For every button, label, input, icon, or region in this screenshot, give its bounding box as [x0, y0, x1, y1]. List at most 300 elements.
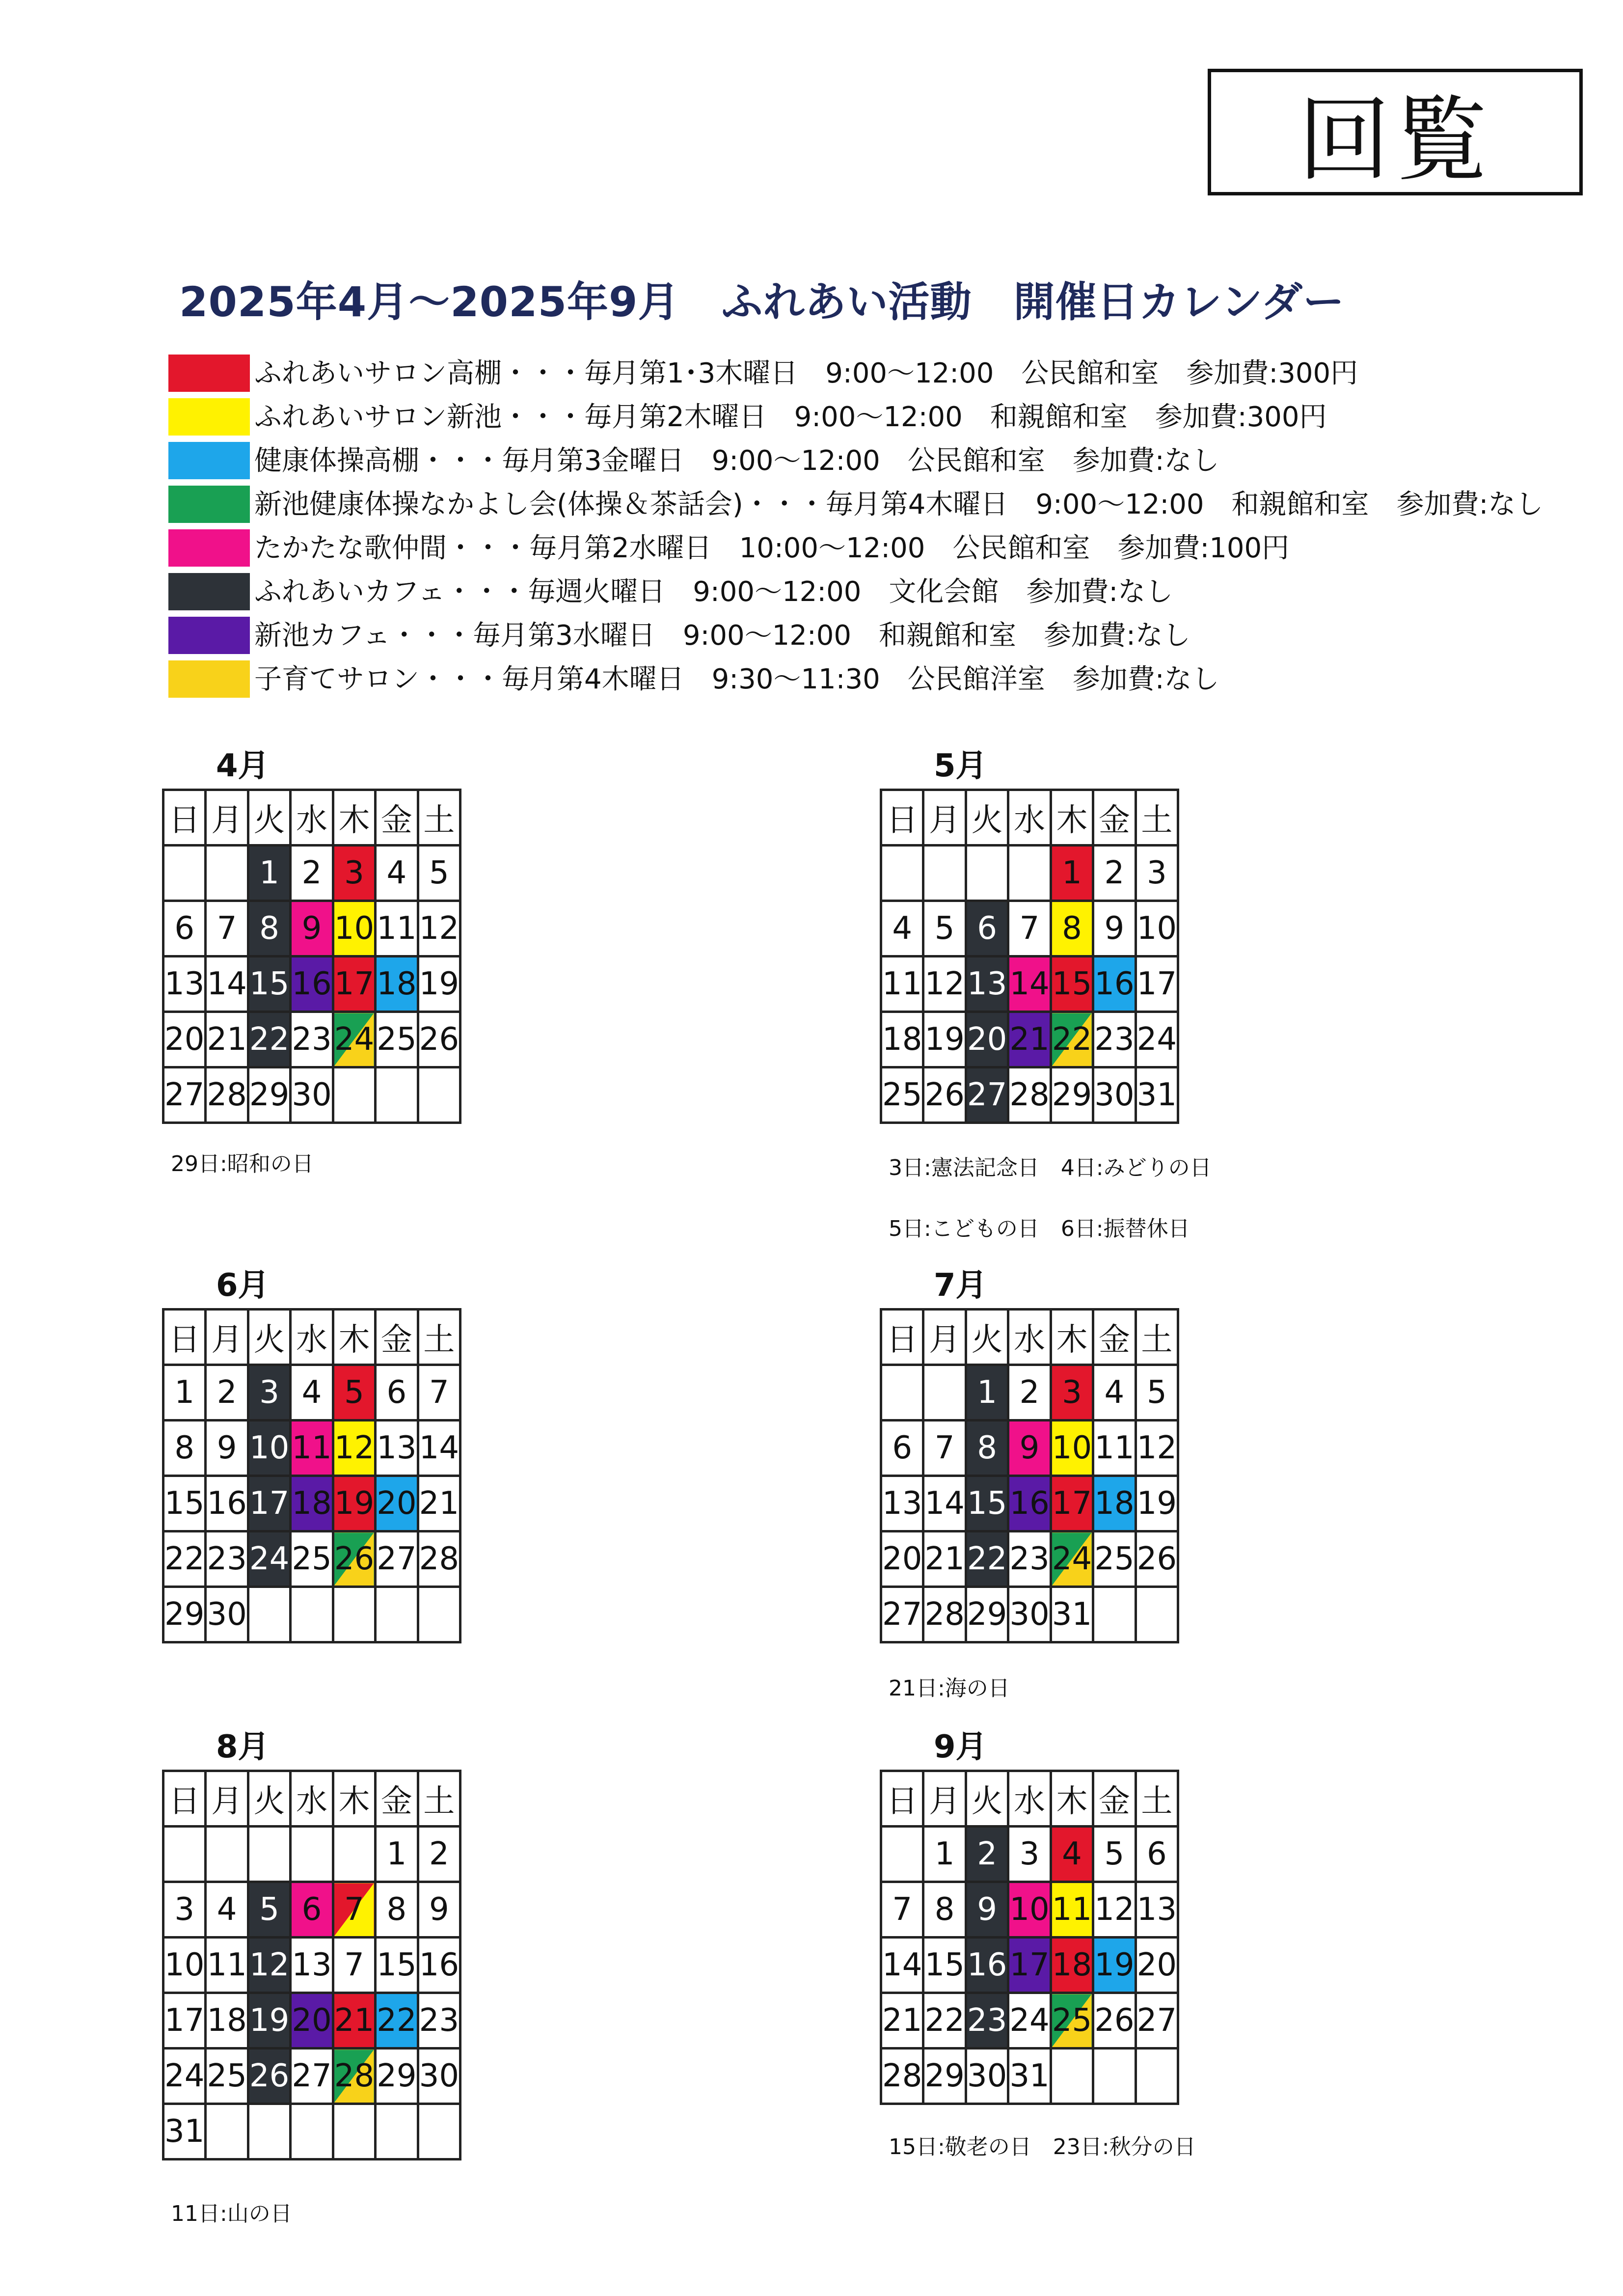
day-cell [966, 1531, 1008, 1587]
day-cell [333, 1882, 375, 1938]
day-cell [923, 846, 966, 901]
day-cell [248, 1587, 290, 1642]
day-cell [923, 1476, 966, 1531]
day-cell [966, 846, 1008, 901]
day-number: 9 [1019, 1430, 1040, 1466]
day-cell [1008, 1882, 1051, 1938]
week-row [881, 1531, 1178, 1587]
weekday-cell: 金 [1093, 1771, 1136, 1827]
legend-swatch [168, 398, 250, 436]
day-number: 16 [967, 1947, 1007, 1983]
day-cell [333, 1421, 375, 1476]
day-number: 27 [1136, 2002, 1177, 2039]
day-cell [206, 1882, 248, 1938]
day-number: 10 [334, 910, 375, 947]
day-number: 28 [882, 2058, 922, 2094]
day-number: 4 [1104, 1374, 1125, 1411]
holiday-note: 21日:海の日 [889, 1676, 1010, 1701]
day-cell [206, 901, 248, 957]
day-number: 27 [292, 2058, 332, 2094]
day-cell [248, 1993, 290, 2049]
day-cell [1093, 901, 1136, 957]
day-number: 23 [207, 1541, 247, 1577]
day-cell [206, 1421, 248, 1476]
day-cell [1136, 1421, 1178, 1476]
weekday-cell: 水 [291, 790, 333, 846]
day-number: 9 [429, 1891, 449, 1928]
day-number: 26 [1094, 2002, 1135, 2039]
day-cell [923, 901, 966, 957]
day-cell [291, 2104, 333, 2159]
day-cell [966, 1012, 1008, 1067]
day-number: 4 [386, 855, 407, 891]
holiday-note: 11日:山の日 [171, 2201, 292, 2226]
day-cell [376, 1531, 418, 1587]
weekday-cell: 金 [376, 1310, 418, 1365]
legend-swatch [168, 355, 250, 392]
day-cell [881, 901, 923, 957]
weekday-cell: 木 [1051, 1771, 1093, 1827]
day-number: 21 [419, 1485, 460, 1522]
legend-swatch [168, 660, 250, 698]
day-number: 12 [249, 1947, 290, 1983]
day-cell [291, 1531, 333, 1587]
day-cell [923, 1882, 966, 1938]
page-title: 2025年4月～2025年9月 ふれあい活動 開催日カレンダー [179, 278, 1345, 326]
day-number: 8 [934, 1891, 955, 1928]
day-number: 3 [174, 1891, 195, 1928]
day-cell [1008, 1421, 1051, 1476]
day-cell [418, 1365, 460, 1421]
day-number: 8 [386, 1891, 407, 1928]
day-cell [248, 957, 290, 1012]
day-cell [923, 1531, 966, 1587]
day-cell [923, 1421, 966, 1476]
day-cell [376, 1882, 418, 1938]
day-cell [163, 846, 206, 901]
day-cell [333, 1938, 375, 1993]
weekday-cell: 月 [923, 1310, 966, 1365]
day-cell [1093, 1421, 1136, 1476]
day-cell [376, 901, 418, 957]
day-number: 30 [967, 2058, 1007, 2094]
circulation-stamp: 回覧 [1208, 69, 1583, 195]
day-number: 16 [292, 966, 332, 1002]
day-cell [418, 1993, 460, 2049]
day-cell [291, 1938, 333, 1993]
day-number: 7 [892, 1891, 913, 1928]
week-row [163, 1476, 460, 1531]
legend-swatch [168, 573, 250, 610]
day-cell [376, 957, 418, 1012]
day-cell [206, 2049, 248, 2104]
weekday-cell: 土 [1136, 1310, 1178, 1365]
day-number: 19 [334, 1485, 375, 1522]
day-number: 26 [924, 1077, 965, 1113]
day-cell [333, 1993, 375, 2049]
day-number: 18 [292, 1485, 332, 1522]
day-cell [376, 2104, 418, 2159]
week-row [881, 1476, 1178, 1531]
day-number: 17 [249, 1485, 290, 1522]
weekday-cell: 月 [206, 1771, 248, 1827]
day-cell [248, 1531, 290, 1587]
day-cell [881, 1531, 923, 1587]
day-number: 5 [1146, 1374, 1167, 1411]
day-number: 9 [977, 1891, 997, 1928]
day-cell [333, 1531, 375, 1587]
day-cell [163, 1827, 206, 1882]
day-cell [1136, 1827, 1178, 1882]
week-row [881, 1067, 1178, 1123]
day-number: 5 [344, 1374, 364, 1411]
day-cell [923, 1012, 966, 1067]
day-number: 13 [967, 966, 1007, 1002]
calendar-grid [162, 789, 461, 1124]
day-number: 1 [977, 1374, 997, 1411]
day-number: 14 [882, 1947, 922, 1983]
day-number: 24 [1052, 1541, 1092, 1577]
day-cell [206, 1012, 248, 1067]
day-number: 12 [419, 910, 460, 947]
day-cell [376, 1421, 418, 1476]
day-number: 6 [977, 910, 997, 947]
day-number: 24 [334, 1021, 375, 1058]
week-row [881, 1587, 1178, 1642]
day-number: 7 [1019, 910, 1040, 947]
day-number: 12 [1094, 1891, 1135, 1928]
day-cell [881, 1012, 923, 1067]
day-number: 26 [249, 2058, 290, 2094]
day-cell [418, 1067, 460, 1123]
day-number: 28 [419, 1541, 460, 1577]
day-cell [966, 1827, 1008, 1882]
day-cell [1136, 1476, 1178, 1531]
day-cell [248, 2049, 290, 2104]
day-cell [418, 846, 460, 901]
week-row [163, 1882, 460, 1938]
week-row [163, 901, 460, 957]
day-number: 17 [164, 2002, 205, 2039]
day-number: 12 [334, 1430, 375, 1466]
day-cell [418, 1421, 460, 1476]
weekday-cell: 金 [376, 790, 418, 846]
day-cell [248, 1365, 290, 1421]
day-cell [418, 1827, 460, 1882]
day-cell [418, 2049, 460, 2104]
weekday-cell: 金 [376, 1771, 418, 1827]
day-cell [418, 2104, 460, 2159]
day-cell [1051, 846, 1093, 901]
day-cell [206, 1993, 248, 2049]
weekday-cell: 水 [291, 1310, 333, 1365]
day-cell [1093, 2049, 1136, 2104]
legend-text: 健康体操高棚・・・毎月第3金曜日 9:00～12:00 公民館和室 参加費:なし [254, 445, 1219, 477]
day-number: 11 [1094, 1430, 1135, 1466]
legend-swatch [168, 617, 250, 654]
day-cell [291, 1993, 333, 2049]
day-number: 25 [1052, 2002, 1092, 2039]
day-number: 20 [164, 1021, 205, 1058]
day-cell [1008, 901, 1051, 957]
day-cell [163, 1421, 206, 1476]
day-number: 30 [292, 1077, 332, 1113]
day-number: 24 [164, 2058, 205, 2094]
day-number: 22 [164, 1541, 205, 1577]
day-cell [1093, 1587, 1136, 1642]
day-cell [206, 1476, 248, 1531]
weekday-cell: 火 [248, 790, 290, 846]
day-number: 24 [249, 1541, 290, 1577]
day-cell [376, 1067, 418, 1123]
day-cell [248, 1012, 290, 1067]
day-number: 27 [882, 1596, 922, 1633]
day-cell [418, 1531, 460, 1587]
day-number: 21 [334, 2002, 375, 2039]
day-number: 29 [924, 2058, 965, 2094]
day-number: 19 [249, 2002, 290, 2039]
day-cell [163, 1587, 206, 1642]
day-cell [248, 1882, 290, 1938]
weekday-cell: 日 [163, 1771, 206, 1827]
week-row [163, 2104, 460, 2159]
day-cell [1008, 1476, 1051, 1531]
day-cell [376, 1012, 418, 1067]
day-number: 16 [419, 1947, 460, 1983]
day-cell [376, 1365, 418, 1421]
day-cell [1136, 901, 1178, 957]
day-cell [1051, 1938, 1093, 1993]
day-number: 19 [1136, 1485, 1177, 1522]
weekday-header [163, 1310, 460, 1365]
weekday-cell: 日 [881, 1310, 923, 1365]
weekday-header [881, 1771, 1178, 1827]
day-cell [881, 1067, 923, 1123]
day-cell [333, 901, 375, 957]
day-cell [1093, 1531, 1136, 1587]
day-number: 21 [1009, 1021, 1050, 1058]
week-row [163, 1827, 460, 1882]
day-cell [248, 1067, 290, 1123]
day-cell [966, 1882, 1008, 1938]
weekday-cell: 火 [966, 1310, 1008, 1365]
month-label: 5月 [934, 748, 987, 784]
day-cell [923, 1587, 966, 1642]
day-cell [881, 846, 923, 901]
day-cell [1093, 846, 1136, 901]
day-cell [163, 1067, 206, 1123]
weekday-cell: 木 [333, 1310, 375, 1365]
week-row [881, 1365, 1178, 1421]
weekday-cell: 木 [333, 790, 375, 846]
weekday-cell: 水 [1008, 1771, 1051, 1827]
day-cell [163, 1012, 206, 1067]
legend-text: 新池健康体操なかよし会(体操＆茶話会)・・・毎月第4木曜日 9:00～12:00 和親館和室 参加費:なし [254, 489, 1543, 520]
week-row [163, 1531, 460, 1587]
day-number: 7 [344, 1947, 364, 1983]
weekday-cell: 土 [1136, 1771, 1178, 1827]
day-number: 11 [882, 966, 922, 1002]
week-row [163, 1938, 460, 1993]
day-cell [966, 1476, 1008, 1531]
day-cell [333, 1827, 375, 1882]
weekday-cell: 土 [418, 790, 460, 846]
day-cell [333, 957, 375, 1012]
day-number: 17 [334, 966, 375, 1002]
day-cell [206, 1827, 248, 1882]
week-row [881, 901, 1178, 957]
day-number: 2 [216, 1374, 237, 1411]
day-cell [248, 901, 290, 957]
day-cell [1136, 846, 1178, 901]
day-cell [1051, 957, 1093, 1012]
day-number: 27 [967, 1077, 1007, 1113]
day-number: 8 [174, 1430, 195, 1466]
week-row [163, 1993, 460, 2049]
day-cell [1008, 1587, 1051, 1642]
week-row [881, 1993, 1178, 2049]
weekday-cell: 土 [418, 1310, 460, 1365]
day-number: 28 [1009, 1077, 1050, 1113]
day-cell [881, 2049, 923, 2104]
day-cell [966, 957, 1008, 1012]
day-number: 6 [174, 910, 195, 947]
week-row [881, 846, 1178, 901]
day-number: 22 [377, 2002, 417, 2039]
calendar-grid [880, 1770, 1179, 2105]
day-number: 4 [216, 1891, 237, 1928]
week-row [881, 1012, 1178, 1067]
day-cell [1093, 1476, 1136, 1531]
day-cell [418, 1476, 460, 1531]
day-number: 15 [1052, 966, 1092, 1002]
day-number: 28 [334, 2058, 375, 2094]
week-row [163, 1587, 460, 1642]
day-cell [966, 1587, 1008, 1642]
week-row [881, 957, 1178, 1012]
day-number: 25 [377, 1021, 417, 1058]
day-number: 3 [259, 1374, 279, 1411]
day-cell [291, 1012, 333, 1067]
day-number: 16 [1094, 966, 1135, 1002]
month-label: 9月 [934, 1729, 987, 1765]
day-number: 10 [164, 1947, 205, 1983]
day-number: 6 [892, 1430, 913, 1466]
day-cell [923, 1365, 966, 1421]
day-cell [923, 957, 966, 1012]
day-number: 5 [1104, 1836, 1125, 1872]
week-row [881, 2049, 1178, 2104]
day-number: 25 [1094, 1541, 1135, 1577]
day-cell [333, 1067, 375, 1123]
day-number: 30 [207, 1596, 247, 1633]
month-label: 6月 [216, 1267, 270, 1304]
day-cell [376, 1993, 418, 2049]
day-cell [418, 957, 460, 1012]
day-number: 1 [259, 855, 279, 891]
week-row [163, 1365, 460, 1421]
day-cell [966, 1365, 1008, 1421]
day-cell [881, 1587, 923, 1642]
weekday-cell: 金 [1093, 790, 1136, 846]
day-cell [333, 846, 375, 901]
day-number: 15 [377, 1947, 417, 1983]
day-number: 14 [207, 966, 247, 1002]
day-number: 9 [1104, 910, 1125, 947]
day-cell [376, 1938, 418, 1993]
weekday-cell: 水 [1008, 790, 1051, 846]
day-cell [163, 1938, 206, 1993]
day-number: 1 [386, 1836, 407, 1872]
day-number: 22 [1052, 1021, 1092, 1058]
day-cell [966, 1938, 1008, 1993]
day-number: 3 [1062, 1374, 1082, 1411]
day-cell [1008, 1531, 1051, 1587]
day-cell [248, 1938, 290, 1993]
day-cell [333, 1012, 375, 1067]
day-cell [163, 1993, 206, 2049]
day-number: 16 [207, 1485, 247, 1522]
weekday-cell: 月 [206, 790, 248, 846]
day-number: 7 [344, 1891, 364, 1928]
day-cell [1136, 1587, 1178, 1642]
day-cell [333, 2049, 375, 2104]
day-cell [923, 1938, 966, 1993]
day-number: 11 [1052, 1891, 1092, 1928]
day-cell [1008, 957, 1051, 1012]
day-number: 6 [301, 1891, 322, 1928]
day-cell [206, 1531, 248, 1587]
day-cell [291, 1421, 333, 1476]
day-number: 7 [429, 1374, 449, 1411]
weekday-cell: 木 [1051, 790, 1093, 846]
day-cell [1136, 1882, 1178, 1938]
day-cell [966, 1993, 1008, 2049]
holiday-note: 29日:昭和の日 [171, 1151, 314, 1176]
day-number: 25 [882, 1077, 922, 1113]
day-number: 5 [429, 855, 449, 891]
day-cell [163, 1365, 206, 1421]
day-cell [923, 1993, 966, 2049]
day-cell [206, 846, 248, 901]
day-number: 14 [924, 1485, 965, 1522]
day-cell [376, 1476, 418, 1531]
day-cell [966, 2049, 1008, 2104]
day-cell [1051, 1365, 1093, 1421]
day-cell [291, 1882, 333, 1938]
day-number: 24 [1009, 2002, 1050, 2039]
day-cell [923, 1827, 966, 1882]
day-number: 30 [419, 2058, 460, 2094]
day-number: 2 [301, 855, 322, 891]
day-number: 10 [1009, 1891, 1050, 1928]
day-cell [376, 1587, 418, 1642]
day-number: 15 [967, 1485, 1007, 1522]
day-number: 19 [419, 966, 460, 1002]
day-cell [1136, 1012, 1178, 1067]
day-cell [1051, 1827, 1093, 1882]
day-cell [291, 1365, 333, 1421]
day-number: 4 [892, 910, 913, 947]
day-cell [881, 1882, 923, 1938]
day-number: 25 [207, 2058, 247, 2094]
day-cell [418, 1882, 460, 1938]
day-cell [1051, 1587, 1093, 1642]
day-cell [291, 846, 333, 901]
day-number: 14 [1009, 966, 1050, 1002]
day-number: 18 [1094, 1485, 1135, 1522]
day-number: 28 [207, 1077, 247, 1113]
